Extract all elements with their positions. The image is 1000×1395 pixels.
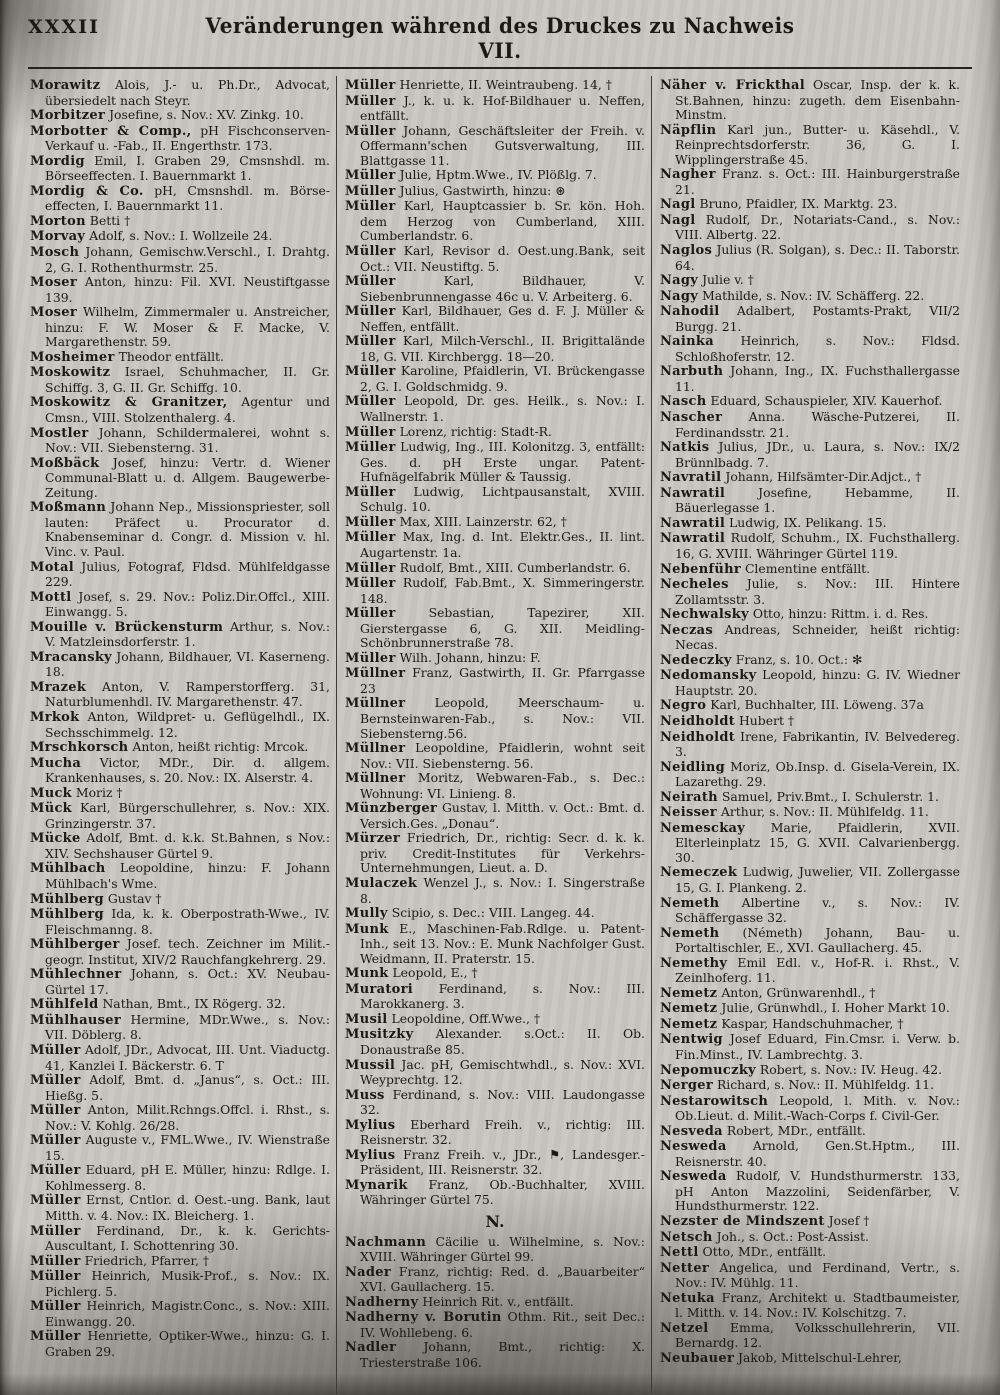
entry-surname: Musil [345, 1011, 388, 1027]
entry-surname: Mynarik [345, 1177, 408, 1193]
directory-entry: Müller Lorenz, richtig: Stadt-R. [345, 423, 552, 440]
directory-column-middle [336, 76, 651, 1394]
entry-surname: Müller [345, 78, 396, 93]
entry-surname: Nebenführ [660, 561, 742, 577]
directory-entry: Nentwig Josef Eduard, Fin.Cmsr. i. Verw. b. Fin.Minst., IV. Lambrechtg. 3. [660, 1031, 960, 1062]
directory-entry: Netsch Joh., s. Oct.: Post-Assist. [660, 1228, 869, 1245]
entry-surname: Mylius [345, 1117, 396, 1133]
directory-entry: Mrazek Anton, V. Ramperstorfferg. 31, Naturblumenhdl. IV. Margarethenstr. 47. [30, 678, 330, 710]
directory-entry: Nemeth Albertine v., s. Nov.: IV. Schäffergasse 32. [660, 894, 960, 926]
entry-surname: Nemetz [660, 1001, 718, 1017]
entry-surname: Müller [345, 304, 396, 320]
entry-surname: Mordig & Co. [30, 183, 144, 199]
directory-entry: Nasch Eduard, Schauspieler, XIV. Kauerhof. [660, 393, 943, 410]
directory-entry: Müller Friedrich, Pfarrer, † [30, 1252, 210, 1269]
directory-entry: Näher v. Frickthal Oscar, Insp. der k. k. St.Bahnen, hinzu: zugeth. dem Eisenbahn-Minstm. [660, 77, 960, 123]
directory-entry: Nemeczek Ludwig, Juwelier, VII. Zollergasse 15, G. I. Plankeng. 2. [660, 864, 960, 895]
entry-surname: Nadler [345, 1340, 397, 1356]
entry-surname: Müller [345, 168, 396, 184]
directory-entry: Müllner Leopold, Meerschaum- u. Bernsteinwaren-Fab., s. Nov.: VII. Siebensterng.56. [345, 695, 645, 741]
entry-surname: Necheles [660, 577, 729, 593]
directory-entry: Müller Rudolf, Fab.Bmt., X. Simmeringerstr. 148. [345, 575, 645, 606]
entry-surname: Mosch [30, 245, 80, 261]
entry-surname: Motal [30, 559, 74, 575]
directory-entry: Münzberger Gustav, l. Mitth. v. Oct.: Bmt. d. Versich.Ges. „Donau“. [345, 800, 645, 831]
entry-surname: Moser [30, 275, 77, 291]
directory-entry: Nawratil Ludwig, IX. Pelikang. 15. [660, 514, 887, 531]
entry-surname: Mracansky [30, 649, 113, 665]
entry-surname: Mühlberg [30, 907, 104, 923]
directory-entry: Müller Julie, Hptm.Wwe., IV. Plößlg. 7. [345, 167, 597, 184]
entry-surname: Muck [30, 785, 72, 801]
directory-entry: Müller Henriette, II. Weintraubeng. 14, † [345, 77, 612, 93]
directory-entry: Müller Karl, Milch-Verschl., II. Brigittalände 18, G. VII. Kirchbergg. 18—20. [345, 333, 645, 364]
directory-entry: Näpflin Karl jun., Butter- u. Käsehdl., V. Reinprechtsdorferstr. 36, G. I. Wipplingerstraße 45. [660, 121, 960, 167]
directory-entry: Mouille v. Brückensturm Arthur, s. Nov.: V. Matzleinsdorferstr. 1. [30, 618, 330, 650]
entry-surname: Nestarowitsch [660, 1093, 769, 1109]
entry-surname: Neczas [660, 622, 713, 638]
directory-entry: Mynarik Franz, Ob.-Buchhalter, XVIII. Währinger Gürtel 75. [345, 1176, 645, 1208]
entry-surname: Mosheimer [30, 349, 115, 365]
entry-surname: Nagy [660, 273, 699, 289]
entry-surname: Nemethy [660, 955, 728, 971]
entry-surname: Müllner [345, 666, 406, 682]
directory-column-right [651, 76, 966, 1394]
entry-surname: Müllner [345, 696, 406, 712]
directory-entry: Moskowitz & Granitzer, Agentur und Cmsn., VIII. Stolzenthalerg. 4. [30, 394, 330, 426]
directory-entry: Nedeczky Franz, s. 10. Oct.: ✻ [660, 651, 863, 668]
directory-entry: Müller Ernst, Cntlor. d. Oest.-ung. Bank, laut Mitth. v. 4. Nov.: IX. Bleicherg. 1. [30, 1192, 330, 1224]
entry-surname: Nedomansky [660, 668, 757, 684]
entry-surname: Moskowitz & Granitzer, [30, 395, 228, 411]
entry-surname: Mühlbach [30, 861, 106, 877]
directory-entry: Nesveda Robert, MDr., entfällt. [660, 1122, 866, 1139]
entry-surname: Müller [30, 1163, 81, 1179]
entry-surname: Nadherny [345, 1294, 419, 1310]
entry-surname: Müller [345, 514, 396, 530]
directory-entry: Müller Eduard, pH E. Müller, hinzu: Rdlge. I. Kohlmesserg. 8. [30, 1162, 330, 1193]
entry-surname: Nedeczky [660, 652, 732, 668]
directory-entry: Musil Leopoldine, Off.Wwe., † [345, 1010, 541, 1027]
entry-surname: Nemeth [660, 925, 720, 941]
directory-entry: Mordig & Co. pH, Cmsnshdl. m. Börseeffecten, I. Bauernmarkt 11. [30, 182, 330, 214]
entry-surname: Nahodil [660, 304, 720, 320]
entry-surname: Munk [345, 921, 389, 937]
entry-surname: Nemeth [660, 895, 720, 911]
entry-surname: Mordig [30, 153, 85, 169]
entry-surname: Nemetz [660, 1016, 718, 1032]
entry-surname: Nerger [660, 1078, 714, 1094]
directory-entry: Nepomuczky Robert, s. Nov.: IV. Heug. 42. [660, 1061, 943, 1078]
entry-surname: Netuka [660, 1290, 715, 1306]
entry-surname: Müller [30, 1269, 81, 1285]
directory-entry: Mühlbach Leopoldine, hinzu: F. Johann Mühlbach's Wme. [30, 860, 330, 891]
directory-entry: Neirath Samuel, Priv.Bmt., I. Schulerstr. 1. [660, 788, 939, 805]
directory-entry: Nader Franz, richtig: Red. d. „Bauarbeiter“ XVI. Gaullacherg. 15. [345, 1263, 645, 1295]
directory-entry: Müller Adolf, Bmt. d. „Janus“, s. Oct.: III. Hießg. 5. [30, 1072, 330, 1103]
entry-surname: Nawratil [660, 531, 726, 547]
directory-entry: Neidholdt Irene, Fabrikantin, IV. Belvedereg. 3. [660, 728, 960, 760]
directory-entry: Mrkok Anton, Wildpret- u. Geflügelhdl., IX. Sechsschimmelg. 12. [30, 708, 330, 740]
entry-surname: Morbotter & Comp., [30, 123, 192, 139]
entry-surname: Müller [30, 1223, 81, 1239]
directory-entry: Müller Johann, Geschäftsleiter der Freih. v. Offermann'schen Gutsverwaltung, III. Blattgasse 11. [345, 122, 645, 168]
directory-entry: Mühlechner Johann, s. Oct.: XV. Neubau-Gürtel 17. [30, 966, 330, 997]
directory-entry: Nahodil Adalbert, Postamts-Prakt, VII/2 Burgg. 21. [660, 303, 960, 334]
entry-surname: Mussil [345, 1057, 396, 1073]
directory-entry: Netuka Franz, Architekt u. Stadtbaumeister, l. Mitth. v. 14. Nov.: IV. Kolschitzg. 7. [660, 1289, 960, 1321]
entry-surname: Müller [345, 364, 396, 380]
entry-surname: Nentwig [660, 1032, 723, 1048]
directory-entry: Neisser Arthur, s. Nov.: II. Mühlfeldg. 11. [660, 804, 929, 821]
entry-surname: Nagy [660, 288, 699, 304]
entry-surname: Müller [345, 576, 396, 592]
entry-surname: Munk [345, 966, 389, 982]
directory-entry: Nemetz Julie, Grünwhdl., I. Hoher Markt 10. [660, 1000, 950, 1017]
directory-entry: Müller Karl, Hauptcassier b. Sr. kön. Hoh. dem Herzog von Cumberland, XIII. Cumberlandstr. 6. [345, 198, 645, 244]
entry-surname: Müller [345, 484, 396, 500]
entry-surname: Müller [345, 530, 396, 546]
directory-entry: Müller Rudolf, Bmt., XIII. Cumberlandstr. 6. [345, 559, 631, 576]
directory-entry: Munk E., Maschinen-Fab.Rdlge. u. Patent-Inh., seit 13. Nov.: E. Munk Nachfolger Gust. Weidmann, II. Praterstr. 15. [345, 920, 645, 966]
entry-surname: Näher v. Frickthal [660, 78, 805, 93]
entry-surname: Navratil [660, 470, 722, 486]
entry-surname: Müller [345, 560, 396, 576]
directory-entry: Mühlberg Ida, k. k. Oberpostrath-Wwe., IV. Fleischmanng. 8. [30, 906, 330, 937]
directory-entry: Mylius Franz Freih. v., JDr., ⚑, Landesger.-Präsident, III. Reisnerstr. 32. [345, 1146, 645, 1178]
directory-entry: Netter Angelica, und Ferdinand, Vertr., s. Nov.: IV. Mühlg. 11. [660, 1259, 960, 1291]
entry-surname: Mucha [30, 755, 82, 771]
entry-surname: Näpflin [660, 122, 717, 138]
directory-entry: Nemethy Emil Edl. v., Hof-R. i. Rhst., V. Zeinlhoferg. 11. [660, 954, 960, 986]
entry-surname: Mühlberger [30, 937, 120, 953]
directory-entry: Moser Anton, hinzu: Fil. XVI. Neustiftgasse 139. [30, 274, 330, 305]
entry-surname: Mully [345, 906, 388, 922]
entry-surname: Mottl [30, 589, 72, 605]
entry-surname: Müller [30, 1043, 81, 1058]
directory-entry: Muck Moriz † [30, 784, 123, 801]
directory-entry: Nettl Otto, MDr., entfällt. [660, 1244, 827, 1261]
entry-surname: Müller [30, 1103, 81, 1119]
directory-entry: Neczas Andreas, Schneider, heißt richtig: Necas. [660, 621, 960, 653]
entry-surname: Mücke [30, 831, 81, 847]
directory-page [28, 14, 972, 1384]
directory-entry: Müllner Franz, Gastwirth, II. Gr. Pfarrgasse 23 [345, 665, 645, 696]
directory-entry: Nemetz Anton, Grünwarenhdl., † [660, 984, 876, 1001]
directory-entry: Müller Karl, Revisor d. Oest.ung.Bank, seit Oct.: VII. Neustiftg. 5. [345, 243, 645, 274]
directory-entry: Navratil Johann, Hilfsämter-Dir.Adjct., † [660, 469, 922, 486]
directory-entry: Mordig Emil, I. Graben 29, Cmsnshdl. m. Börseeffecten. I. Bauernmarkt 1. [30, 152, 330, 184]
directory-entry: Müller Max, Ing. d. Int. Elektr.Ges., II. lint. Augartenstr. 1a. [345, 529, 645, 560]
directory-entry: Morton Betti † [30, 212, 131, 229]
directory-entry: Nebenführ Clementine entfällt. [660, 560, 871, 577]
directory-entry: Moser Wilhelm, Zimmermaler u. Anstreicher, hinzu: F. W. Moser & F. Macke, V. Margarethenstr. 59. [30, 304, 330, 350]
directory-entry: Müller Adolf, JDr., Advocat, III. Unt. Viaductg. 41, Kanzlei I. Bäckerstr. 6. T [30, 1042, 330, 1073]
entry-surname: Naglos [660, 243, 713, 259]
directory-entry: Nainka Heinrich, s. Nov.: Fldsd. Schloßhoferstr. 12. [660, 333, 960, 364]
section-letter-heading: N. [485, 1212, 505, 1232]
entry-surname: Neirath [660, 789, 718, 805]
directory-entry: Mylius Eberhard Freih. v., richtig: III. Reisnerstr. 32. [345, 1116, 645, 1148]
entry-surname: Müller [345, 93, 396, 109]
entry-surname: Nadherny v. Borutin [345, 1310, 502, 1326]
entry-surname: Netzel [660, 1320, 709, 1336]
directory-entry: Müller Max, XIII. Lainzerstr. 62, † [345, 513, 567, 530]
entry-surname: Nemetz [660, 985, 718, 1001]
directory-entry: Müllner Leopoldine, Pfaidlerin, wohnt seit Nov.: VII. Siebensterng. 56. [345, 740, 645, 771]
entry-surname: Nachmann [345, 1234, 427, 1250]
directory-entry: Mulaczek Wenzel J., s. Nov.: I. Singerstraße 8. [345, 874, 645, 906]
directory-entry: Netzel Emma, Volksschullehrerin, VII. Bernardg. 12. [660, 1319, 960, 1351]
entry-surname: Nemeczek [660, 865, 738, 881]
entry-surname: Neubauer [660, 1350, 735, 1366]
directory-entry: Morbotter & Comp., pH Fischconserven-Verkauf u. -Fab., II. Engerthstr. 173. [30, 122, 331, 154]
directory-entry: Nedomansky Leopold, hinzu: G. IV. Wiedner Hauptstr. 20. [660, 667, 960, 698]
directory-entry: Müller Sebastian, Tapezirer, XII. Gierstergasse 6, G. XII. Meidling-Schönbrunnerstraße 78. [345, 605, 645, 651]
entry-surname: Müller [345, 394, 396, 410]
directory-entry: Moßmann Johann Nep., Missionspriester, soll lauten: Präfect u. Procurator d. Knabenseminar d. Congr. d. Mission v. hl. Vinc. v. Paul. [30, 499, 330, 559]
directory-entry: Mühlberger Josef. tech. Zeichner im Milit.-geogr. Institut, XIV/2 Rauchfangkehrerg. 29. [30, 936, 330, 967]
entry-surname: Nemesckay [660, 820, 746, 836]
entry-surname: Müller [345, 274, 396, 290]
directory-entry: Müller Wilh. Johann, hinzu: F. [345, 649, 541, 666]
entry-surname: Nawratil [660, 485, 726, 501]
entry-surname: Müllner [345, 771, 406, 787]
page-title: Veränderungen während des Druckes zu Nachweis VII. [205, 12, 795, 64]
entry-surname: Nagher [660, 167, 716, 183]
directory-entry: Müller Karl, Bildhauer, Ges d. F. J. Müller & Neffen, entfällt. [345, 303, 645, 334]
entry-surname: Moßmann [30, 500, 107, 516]
directory-entry: Mully Scipio, s. Dec.: VIII. Langeg. 44. [345, 905, 595, 922]
directory-entry: Müller Julius, Gastwirth, hinzu: ⊛ [345, 182, 566, 199]
entry-surname: Müller [345, 123, 396, 139]
entry-surname: Nettl [660, 1245, 699, 1261]
entry-surname: Nawratil [660, 515, 726, 531]
entry-surname: Neidling [660, 759, 726, 775]
entry-surname: Musitzky [345, 1027, 414, 1043]
directory-entry: Müller Ludwig, Lichtpausanstalt, XVIII. Schulg. 10. [345, 483, 645, 515]
entry-surname: Mrazek [30, 679, 87, 695]
directory-entry: Mottl Josef, s. 29. Nov.: Poliz.Dir.Offcl., XIII. Einwangg. 5. [30, 588, 330, 620]
directory-entry: Nagy Mathilde, s. Nov.: IV. Schäfferg. 22. [660, 287, 925, 304]
entry-surname: Müller [345, 183, 396, 199]
directory-entry: Motal Julius, Fotograf, Fldsd. Mühlfeldgasse 229. [30, 558, 330, 590]
directory-entry: Necheles Julie, s. Nov.: III. Hintere Zollamtsstr. 3. [660, 576, 960, 607]
entry-surname: Nepomuczky [660, 1062, 756, 1078]
directory-entry: Mosheimer Theodor entfällt. [30, 348, 224, 365]
entry-surname: Netsch [660, 1229, 713, 1245]
directory-entry: Nagl Rudolf, Dr., Notariats-Cand., s. Nov.: VIII. Albertg. 22. [660, 211, 960, 243]
entry-surname: Muratori [345, 981, 413, 997]
directory-entry: Mücke Adolf, Bmt. d. k.k. St.Bahnen, s Nov.: XIV. Sechshauser Gürtel 9. [30, 830, 330, 861]
directory-entry: Moßbäck Josef, hinzu: Vertr. d. Wiener Communal-Blatt u. d. Allgem. Baugewerbe-Zeitung. [30, 454, 330, 500]
directory-entry: Mück Karl, Bürgerschullehrer, s. Nov.: XIX. Grinzingerstr. 37. [30, 800, 330, 831]
directory-entry: Müller Ludwig, Ing., III. Kolonitzg. 3, entfällt: Ges. d. pH Erste ungar. Patent-Hufnägelfabrik Müller & Taussig. [345, 439, 645, 485]
entry-surname: Müller [345, 199, 396, 215]
entry-surname: Müller [345, 244, 396, 260]
entry-surname: Müller [345, 606, 396, 622]
entry-surname: Nesveda [660, 1123, 723, 1139]
entry-surname: Münzberger [345, 801, 438, 817]
directory-entry: Nawratil Josefine, Hebamme, II. Bäuerlegasse 1. [660, 484, 960, 516]
directory-entry: Natkis Julius, JDr., u. Laura, s. Nov.: IX/2 Brünnlbadg. 7. [660, 439, 960, 470]
entry-surname: Morvay [30, 229, 86, 245]
directory-entry: Muss Ferdinand, s. Nov.: VIII. Laudongasse 32. [345, 1086, 645, 1118]
entry-surname: Narbuth [660, 364, 724, 380]
entry-surname: Müller [30, 1193, 81, 1209]
entry-surname: Morawitz [30, 78, 101, 93]
directory-entry: Mühlfeld Nathan, Bmt., IX Rögerg. 32. [30, 996, 286, 1013]
entry-surname: Nainka [660, 334, 714, 350]
directory-entry: Nawratil Rudolf, Schuhm., IX. Fuchsthallerg. 16, G. XVIII. Währinger Gürtel 119. [660, 530, 960, 561]
entry-surname: Muss [345, 1087, 385, 1103]
entry-surname: Mühlberg [30, 891, 104, 907]
directory-entry: Nesweda Arnold, Gen.St.Hptm., III. Reisnerstr. 40. [660, 1138, 960, 1169]
entry-surname: Müller [345, 334, 396, 350]
directory-entry: Nemesckay Marie, Pfaidlerin, XVII. Elterleinplatz 15, G. XVII. Calvarienbergg. 30. [660, 819, 960, 865]
directory-entry: Naglos Julius (R. Solgan), s. Dec.: II. Taborstr. 64. [660, 242, 960, 273]
directory-entry: Neubauer Jakob, Mittelschul-Lehrer, [660, 1349, 902, 1366]
entry-surname: Natkis [660, 440, 710, 456]
entry-surname: Nezster de Mindszent [660, 1214, 825, 1230]
directory-entry: Nemetz Kaspar, Handschuhmacher, † [660, 1015, 904, 1032]
entry-surname: Nader [345, 1264, 392, 1280]
entry-surname: Mühlfeld [30, 997, 99, 1013]
directory-entry: Müller Auguste v., FML.Wwe., IV. Wienstraße 15. [30, 1132, 330, 1163]
entry-surname: Müller [345, 650, 396, 666]
entry-surname: Mühlhauser [30, 1012, 121, 1028]
entry-surname: Mrschkorsch [30, 740, 129, 756]
entry-surname: Neidholdt [660, 713, 736, 729]
entry-surname: Nesweda [660, 1139, 727, 1155]
directory-entry: Negro Karl, Buchhalter, III. Löweng. 37a [660, 697, 924, 714]
entry-surname: Müllner [345, 741, 406, 757]
entry-surname: Netter [660, 1260, 710, 1276]
directory-entry: Moskowitz Israel, Schuhmacher, II. Gr. Schiffg. 3, G. II. Gr. Schiffg. 10. [30, 364, 330, 395]
directory-entry: Mürzer Friedrich, Dr., richtig: Secr. d. k. k. priv. Credit-Institutes für Verkehrs-Unternehmungen, Lieut. a. D. [345, 830, 645, 876]
directory-entry: Mühlhauser Hermine, MDr.Wwe., s. Nov.: VII. Döblerg. 8. [30, 1011, 330, 1043]
entry-surname: Negro [660, 698, 707, 714]
directory-entry: Munk Leopold, E., † [345, 965, 478, 982]
directory-entry: Nagher Franz. s. Oct.: III. Hainburgerstraße 21. [660, 166, 960, 197]
entry-surname: Mürzer [345, 831, 400, 847]
directory-entry: Müller Heinrich, Magistr.Conc., s. Nov.: XIII. Einwangg. 20. [30, 1298, 330, 1329]
entry-surname: Moskowitz [30, 365, 111, 381]
directory-columns [28, 76, 972, 1394]
directory-entry: Nagy Julie v. † [660, 272, 754, 289]
entry-surname: Nechwalsky [660, 607, 749, 623]
directory-entry: Narbuth Johann, Ing., IX. Fuchsthallergasse 11. [660, 363, 960, 394]
directory-entry: Mussil Jac. pH, Gemischtwhdl., s. Nov.: XVI. Weyprechtg. 12. [345, 1056, 645, 1088]
directory-entry: Mosch Johann, Gemischw.Verschl., I. Drahtg. 2, G. I. Rothenthurmstr. 25. [30, 244, 330, 275]
directory-column-left [28, 76, 336, 1394]
entry-surname: Mouille v. Brückensturm [30, 619, 224, 635]
entry-surname: Müller [30, 1299, 81, 1315]
entry-surname: Müller [30, 1253, 81, 1269]
entry-surname: Neidholdt [660, 729, 736, 745]
directory-entry: Nagl Bruno, Pfaidler, IX. Marktg. 23. [660, 196, 898, 213]
entry-surname: Müller [30, 1133, 81, 1149]
page-header [28, 14, 972, 69]
entry-surname: Nagl [660, 212, 696, 228]
entry-surname: Morbitzer [30, 108, 106, 124]
directory-entry: Mracansky Johann, Bildhauer, VI. Kaserneng. 18. [30, 648, 330, 680]
entry-surname: Mylius [345, 1147, 396, 1163]
entry-surname: Müller [30, 1073, 81, 1089]
directory-entry: Mühlberg Gustav † [30, 890, 162, 907]
entry-surname: Mück [30, 801, 72, 817]
directory-entry: Neidholdt Hubert † [660, 712, 795, 729]
entry-surname: Mostler [30, 425, 89, 441]
directory-entry: Nadherny v. Borutin Othm. Rit., seit Dec.: IV. Wohllebeng. 6. [345, 1309, 645, 1340]
directory-entry: Morbitzer Josefine, s. Nov.: XV. Zinkg. 10. [30, 107, 304, 124]
entry-surname: Müller [345, 440, 396, 456]
entry-surname: Nesweda [660, 1169, 727, 1185]
directory-entry: Mucha Victor, MDr., Dir. d. allgem. Krankenhauses, s. 20. Nov.: IX. Alserstr. 4. [30, 754, 330, 786]
directory-entry: Nadler Johann, Bmt., richtig: X. Triesterstraße 106. [345, 1339, 645, 1370]
directory-entry: Müller Heinrich, Musik-Prof., s. Nov.: IX. Pichlerg. 5. [30, 1268, 330, 1299]
directory-entry: Müller Leopold, Dr. ges. Heilk., s. Nov.: I. Wallnerstr. 1. [345, 393, 645, 425]
directory-entry: Mrschkorsch Anton, heißt richtig: Mrcok. [30, 739, 309, 756]
directory-entry: Nesweda Rudolf, V. Hundsthurmerstr. 133, pH Anton Mazzolini, Seidenfärber, V. Hundsthurmerstr. 122. [660, 1168, 960, 1214]
directory-entry: Müller Karl, Bildhauer, V. Siebenbrunnengasse 46c u. V. Arbeiterg. 6. [345, 273, 645, 304]
directory-entry: Nachmann Cäcilie u. Wilhelmine, s. Nov.: XVIII. Währinger Gürtel 99. [345, 1233, 645, 1265]
directory-entry: Müllner Moritz, Webwaren-Fab., s. Dec.: Wohnung: VI. Linieng. 8. [345, 770, 645, 801]
directory-entry: Neidling Moriz, Ob.Insp. d. Gisela-Verein, IX. Lazarethg. 29. [660, 758, 960, 790]
entry-surname: Nagl [660, 197, 696, 213]
directory-entry: Müller Karoline, Pfaidlerin, VI. Brückengasse 2, G. I. Goldschmidg. 9. [345, 363, 645, 394]
entry-surname: Mulaczek [345, 875, 418, 891]
directory-entry: Muratori Ferdinand, s. Nov.: III. Marokkanerg. 3. [345, 980, 645, 1012]
directory-entry: Nadherny Heinrich Rit. v., entfällt. [345, 1293, 574, 1310]
directory-entry: Morvay Adolf, s. Nov.: I. Wollzeile 24. [30, 228, 273, 245]
directory-entry: Morawitz Alois, J.- u. Ph.Dr., Advocat, übersiedelt nach Steyr. [30, 77, 330, 108]
directory-entry: Nemeth (Németh) Johann, Bau- u. Portaltischler, E., XVI. Gaullacherg. 45. [660, 924, 960, 956]
entry-surname: Mühlechner [30, 967, 122, 983]
entry-surname: Müller [30, 1329, 81, 1345]
entry-surname: Nasch [660, 394, 707, 410]
entry-surname: Moßbäck [30, 455, 100, 471]
directory-entry: Nestarowitsch Leopold, l. Mith. v. Nov.: Ob.Lieut. d. Milit.-Wach-Corps f. Civil-Ger. [660, 1092, 960, 1124]
directory-entry: Müller J., k. u. k. Hof-Bildhauer u. Neffen, entfällt. [345, 92, 645, 124]
directory-entry: Nerger Richard, s. Nov.: II. Mühlfeldg. 11. [660, 1077, 935, 1094]
directory-entry: Nechwalsky Otto, hinzu: Rittm. i. d. Res. [660, 606, 929, 623]
entry-surname: Neisser [660, 805, 717, 821]
page-number: XXXII [28, 16, 101, 38]
directory-entry: Nezster de Mindszent Josef † [660, 1213, 870, 1230]
entry-surname: Nascher [660, 410, 723, 426]
directory-entry: Mostler Johann, Schildermalerei, wohnt s. Nov.: VII. Siebensterng. 31. [30, 424, 330, 456]
directory-entry: Müller Ferdinand, Dr., k. k. Gerichts-Auscultant, I. Schottenring 30. [30, 1222, 330, 1254]
entry-surname: Morton [30, 213, 86, 229]
directory-entry: Müller Henriette, Optiker-Wwe., hinzu: G. I. Graben 29. [30, 1328, 330, 1359]
directory-entry: Musitzky Alexander. s.Oct.: II. Ob. Donaustraße 85. [345, 1026, 645, 1057]
directory-entry: Nascher Anna. Wäsche-Putzerei, II. Ferdinandsstr. 21. [660, 409, 960, 440]
directory-entry: Müller Anton, Milit.Rchngs.Offcl. i. Rhst., s. Nov.: V. Kohlg. 26/28. [30, 1102, 330, 1133]
entry-surname: Mrkok [30, 709, 80, 725]
entry-surname: Müller [345, 424, 396, 440]
entry-surname: Moser [30, 305, 77, 321]
